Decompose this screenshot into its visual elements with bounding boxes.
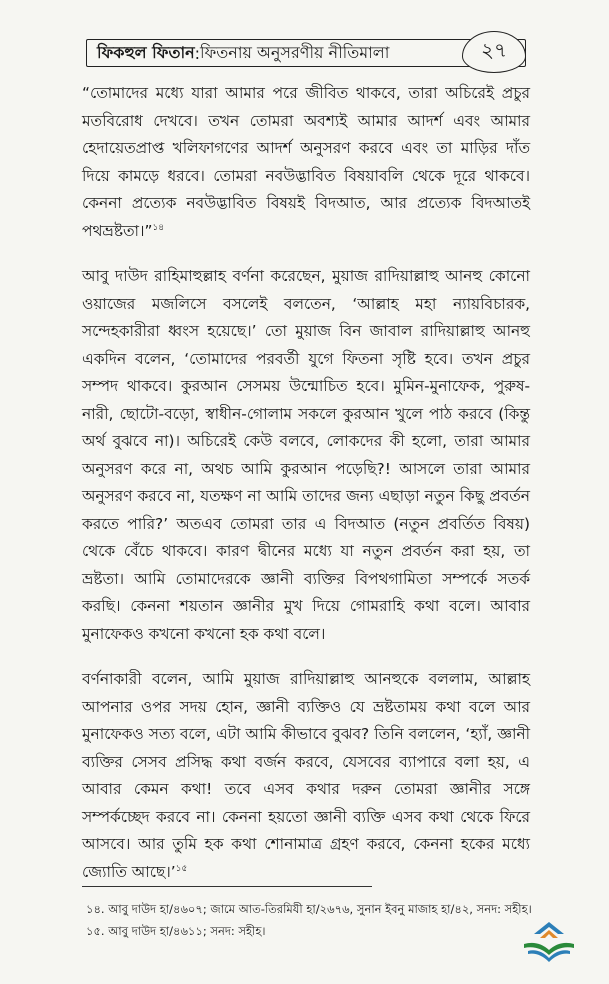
paragraph-text: আবু দাউদ রাহিমাহুল্লাহ বর্ণনা করেছেন, মুয়াজ রাদিয়াল্লাহু আনহু কোনো ওয়াজের মজলিসে বসলেই বলতেন, ‘আল্লাহ মহা ন্যায়বিচারক, সন্দেহকারীরা ধ্বংস হয়েছে।’ তো মুয়াজ বিন জাবাল রাদিয়াল্লাহু আনহু একদিন বলেন, ‘তোমাদের পরবর্তী যুগে ফিতনা সৃষ্টি হবে। তখন প্রচুর সম্পদ থাকবে। কুরআন সেসময় উন্মোচিত হবে। মুমিন-মুনাফেক, পুরুষ-নারী, ছোটো-বড়ো, স্বাধীন-গোলাম সকলে কুরআন খুলে পাঠ করবে (কিন্তু অর্থ বুঝবে না)। অচিরেই কেউ বলবে, লোকদের কী হলো, তারা আমার অনুসরণ করে না, অথচ আমি কুরআন পড়েছি?! আসলে তারা আমার অনুসরণ করবে না, যতক্ষণ না আমি তাদের জন্য এছাড়া নতুন কিছু প্রবর্তন করতে পারি?’ অতএব তোমরা তার এ বিদআত (নতুন প্রবর্তিত বিষয়) থেকে বেঁচে থাকবে। কারণ দ্বীনের মধ্যে যা নতুন প্রবর্তন করা হয়, তা ভ্রষ্টতা। আমি তোমাদেরকে জ্ঞানী ব্যক্তির বিপথগামিতা সম্পর্কে সতর্ক করছি। কেননা শয়তান জ্ঞানীর মুখ দিয়ে গোমরাহি কথা বলে। আবার মুনাফেকও কখনো কখনো হক কথা বলে। (82, 267, 530, 643)
footnote-14: ১৪. আবু দাউদ হা/৪৬০৭; জামে আত-তিরমিযী হা/২৬৭৬, সুনান ইবনু মাজাহ হা/৪২, সনদ: সহীহ। (86, 902, 532, 916)
paragraph-text: বর্ণনাকারী বলেন, আমি মুয়াজ রাদিয়াল্লাহু আনহুকে বললাম, আল্লাহ আপনার ওপর সদয় হোন, জ্ঞানী ব্যক্তিও যে ভ্রষ্টতাময় কথা বলে আর মুনাফেকও সত্য বলে, এটা আমি কীভাবে বুঝব? তিনি বললেন, ‘হ্যাঁ, জ্ঞানী ব্যক্তির সেসব প্রসিদ্ধ কথা বর্জন করবে, যেসবের ব্যাপারে বলা হয়, এ আবার কেমন কথা! তবে এসব কথার দরুন তোমরা জ্ঞানীর সঙ্গে সম্পর্কচ্ছেদ করবে না। কেননা হয়তো জ্ঞানী ব্যক্তি এসব কথা থেকে ফিরে আসবে। আর তুমি হক কথা শোনামাত্র গ্রহণ করবে, কেননা হকের মধ্যে জ্যোতি আছে।’ (82, 670, 530, 881)
running-header (86, 38, 526, 68)
footnotes (86, 898, 532, 942)
paragraph-2 (82, 263, 530, 648)
book-title: ফিকহুল ফিতান (97, 42, 195, 62)
publisher-logo-icon (520, 918, 578, 964)
main-text (82, 80, 530, 904)
footnote-15: ১৫. আবু দাউদ হা/৪৬১১; সনদ: সহীহ। (86, 924, 266, 938)
footnote-ref: ১৪ (152, 222, 165, 233)
paragraph-text: “তোমাদের মধ্যে যারা আমার পরে জীবিত থাকবে, তারা অচিরেই প্রচুর মতবিরোধ দেখবে। তখন তোমরা অবশ্যই আমার আদর্শ এবং আমার হেদায়েতপ্রাপ্ত খলিফাগণের আদর্শ অনুসরণ করবে এবং তা মাড়ির দাঁত দিয়ে কামড়ে ধরবে। তোমরা নবউদ্ভাবিত বিষয়াবলি থেকে দূরে থাকবে। কেননা প্রত্যেক নবউদ্ভাবিত বিষয়ই বিদআত, আর প্রত্যেক বিদআতই পথভ্রষ্টতা।” (82, 84, 530, 240)
footnote-ref: ১৫ (175, 863, 188, 874)
page-number: ২৭ (480, 37, 507, 62)
paragraph-1 (82, 80, 530, 245)
chapter-subtitle: ফিতনায় অনুসরণীয় নীতিমালা (200, 42, 390, 62)
header-title-box (86, 39, 526, 67)
paragraph-3 (82, 666, 530, 886)
header-separator: : (194, 43, 201, 63)
page-number-badge (462, 31, 526, 73)
footnote-divider (82, 886, 372, 887)
